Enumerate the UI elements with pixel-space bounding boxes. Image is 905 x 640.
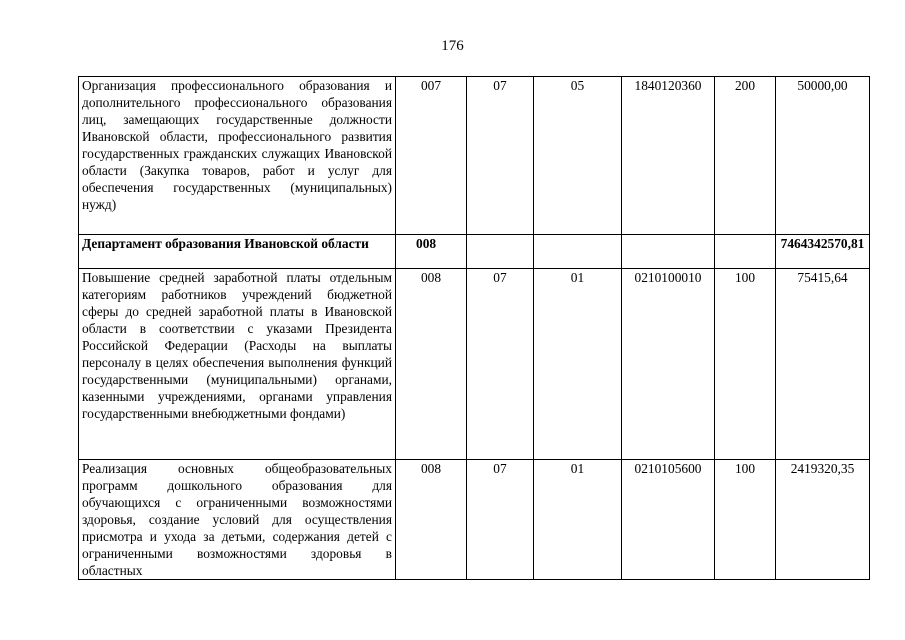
expense-type-code: 200 — [715, 77, 776, 235]
subsection-code: 01 — [534, 269, 622, 460]
table-row — [79, 235, 870, 269]
row-name-cell — [79, 460, 396, 580]
row-name: Департамент образования Ивановской области — [79, 235, 396, 269]
section-code — [467, 235, 534, 269]
row-name: Реализация основных общеобразовательных программ дошкольного образования для обучающихся с ограниченными возможностями здоровья, создание условий для осуществления присмотра и ухода за детьми, содержания детей с ограниченными возможностями здоровья в областных — [82, 461, 392, 578]
target-article-code: 1840120360 — [622, 77, 715, 235]
budget-table — [78, 76, 870, 580]
table-row — [79, 77, 870, 235]
target-article-code — [622, 235, 715, 269]
target-article-code: 0210105600 — [622, 460, 715, 580]
amount: 75415,64 — [776, 269, 870, 460]
ministry-code: 008 — [396, 460, 467, 580]
ministry-code: 008 — [396, 269, 467, 460]
subsection-code: 05 — [534, 77, 622, 235]
ministry-code: 007 — [396, 77, 467, 235]
row-name: Организация профессионального образования и дополнительного профессионального образования лиц, замещающих государственные должности Ивановской области, профессионального развития государственных гражданских служащих Ивановской области (Закупка товаров, работ и услуг для обеспечения государственных (муниципальных) нужд) — [79, 77, 396, 235]
target-article-code: 0210100010 — [622, 269, 715, 460]
section-code: 07 — [467, 460, 534, 580]
amount: 50000,00 — [776, 77, 870, 235]
page-number: 176 — [441, 38, 464, 54]
subsection-code: 01 — [534, 460, 622, 580]
table-row — [79, 460, 870, 580]
expense-type-code: 100 — [715, 269, 776, 460]
expense-type-code — [715, 235, 776, 269]
amount: 7464342570,81 — [776, 235, 870, 269]
amount: 2419320,35 — [776, 460, 870, 580]
row-name: Повышение средней заработной платы отдельным категориям работников учреждений бюджетной сферы до средней заработной платы в Ивановской области в соответствии с указами Президента Российской Федерации (Расходы на выплаты персоналу в целях обеспечения выполнения функций государственными (муниципальными) органами, казенными учреждениями, органами управления государственными внебюджетными фондами) — [79, 269, 396, 460]
section-code: 07 — [467, 77, 534, 235]
section-code: 07 — [467, 269, 534, 460]
table-row — [79, 269, 870, 460]
subsection-code — [534, 235, 622, 269]
expense-type-code: 100 — [715, 460, 776, 580]
ministry-code: 008 — [396, 235, 467, 269]
